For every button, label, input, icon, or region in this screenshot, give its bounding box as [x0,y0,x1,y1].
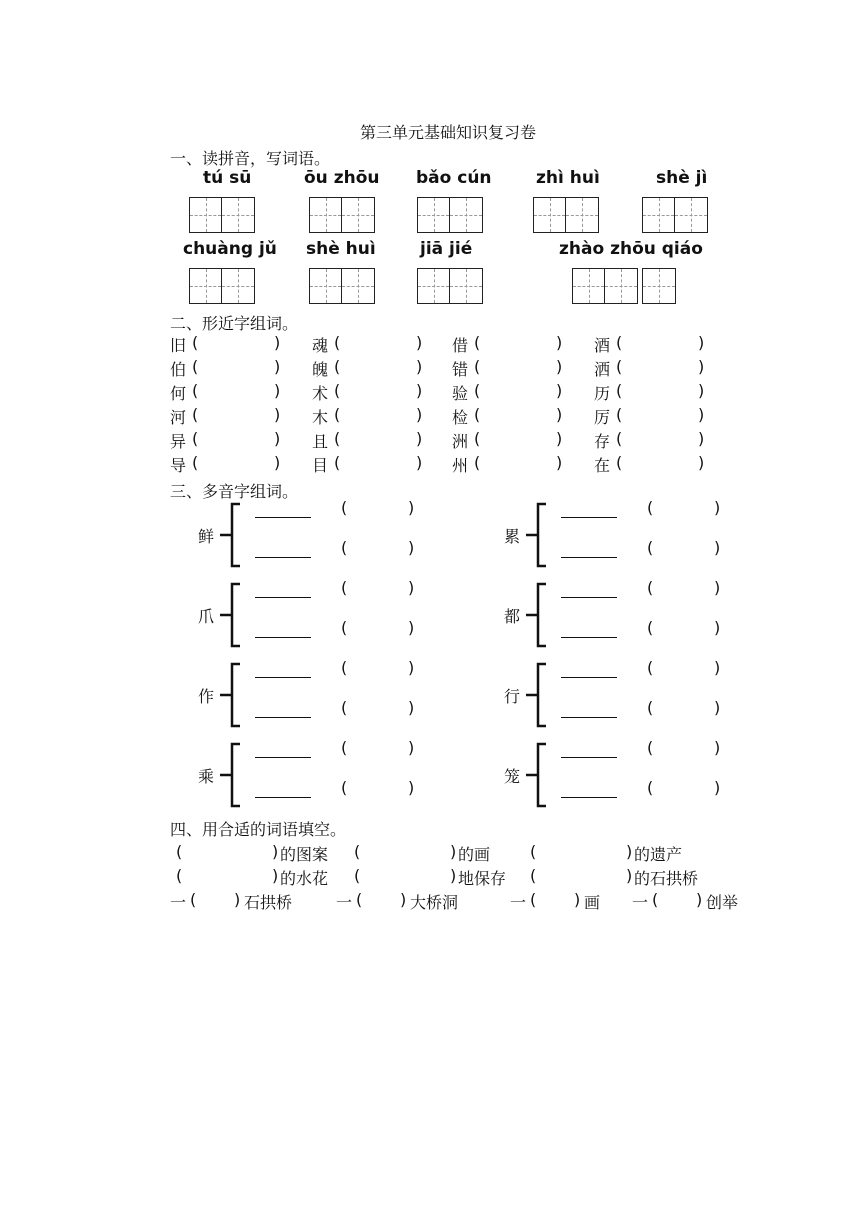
answer-blank[interactable] [482,381,552,401]
paren-open: ( [341,578,348,597]
paren-close: ) [698,381,705,400]
answer-line[interactable] [255,636,311,638]
section-2-heading: 二、形近字组词。 [170,314,299,333]
answer-line[interactable] [561,756,617,758]
answer-line[interactable] [561,636,617,638]
similar-char: 厉 [594,408,611,427]
similar-char: 目 [312,456,329,475]
answer-blank[interactable] [624,381,694,401]
paren-open: ( [354,866,361,885]
paren-close: ) [408,538,415,557]
brace-icon [524,502,548,572]
answer-blank[interactable] [364,842,446,862]
answer-line[interactable] [255,716,311,718]
paren-close: ) [274,429,281,448]
paren-close: ) [696,890,703,909]
paren-open: ( [530,890,537,909]
answer-blank[interactable] [200,890,230,910]
paren-close: ) [714,658,721,677]
paren-close: ) [408,658,415,677]
answer-blank[interactable] [186,866,268,886]
pinyin-label: bǎo cún [416,168,492,188]
fill-phrase: 的图案 [280,845,329,864]
paren-open: ( [334,405,341,424]
answer-blank[interactable] [482,453,552,473]
yi-char: 一 [510,893,527,912]
paren-close: ) [556,381,563,400]
fill-phrase: 地保存 [458,869,507,888]
paren-close: ) [556,453,563,472]
paren-close: ) [714,738,721,757]
answer-blank[interactable] [200,357,270,377]
paren-close: ) [408,738,415,757]
paren-close: ) [556,405,563,424]
fill-phrase: 的石拱桥 [634,869,699,888]
fill-phrase: 的画 [458,845,491,864]
paren-open: ( [647,538,654,557]
paren-open: ( [341,498,348,517]
answer-line[interactable] [561,516,617,518]
paren-close: ) [714,538,721,557]
fill-phrase: 的遗产 [634,845,683,864]
similar-char: 洲 [452,432,469,451]
paren-open: ( [341,618,348,637]
answer-line[interactable] [255,556,311,558]
polyphonic-char: 累 [504,527,521,546]
answer-blank[interactable] [624,333,694,353]
paren-close: ) [400,890,407,909]
paren-open: ( [474,333,481,352]
paren-open: ( [192,357,199,376]
paren-open: ( [192,429,199,448]
pinyin-label: tú sū [203,168,252,188]
similar-char: 检 [452,408,469,427]
paren-open: ( [647,738,654,757]
similar-char: 历 [594,384,611,403]
tianzige-box[interactable] [572,268,638,304]
answer-blank[interactable] [540,842,622,862]
paren-open: ( [192,405,199,424]
answer-blank[interactable] [366,890,396,910]
section-3-heading: 三、多音字组词。 [170,482,299,501]
paren-open: ( [334,333,341,352]
fill-phrase: 的水花 [280,869,329,888]
similar-char: 导 [170,456,187,475]
similar-char: 借 [452,336,469,355]
section-1-heading: 一、读拼音，写词语。 [170,149,331,168]
paren-close: ) [556,429,563,448]
answer-blank[interactable] [200,381,270,401]
tianzige-box[interactable] [417,268,483,304]
answer-blank[interactable] [200,429,270,449]
similar-char: 术 [312,384,329,403]
paren-open: ( [474,381,481,400]
similar-char: 河 [170,408,187,427]
answer-blank[interactable] [342,453,412,473]
paren-open: ( [616,429,623,448]
answer-blank[interactable] [624,405,694,425]
brace-icon [218,742,242,812]
similar-char: 且 [312,432,329,451]
answer-line[interactable] [255,676,311,678]
answer-line[interactable] [561,596,617,598]
paren-open: ( [652,890,659,909]
pinyin-label: shè huì [306,239,376,259]
paren-close: ) [626,842,633,861]
fill-phrase: 画 [584,893,601,912]
pinyin-label: chuàng jǔ [183,239,277,259]
brace-icon [218,582,242,652]
paren-open: ( [647,578,654,597]
answer-line[interactable] [255,596,311,598]
answer-blank[interactable] [200,453,270,473]
polyphonic-char: 作 [198,687,215,706]
paren-open: ( [176,842,183,861]
paren-open: ( [341,698,348,717]
paren-close: ) [416,381,423,400]
answer-blank[interactable] [482,333,552,353]
tianzige-box[interactable] [309,197,375,233]
paren-close: ) [274,453,281,472]
answer-blank[interactable] [624,357,694,377]
tianzige-box[interactable] [417,197,483,233]
paren-open: ( [647,778,654,797]
fill-phrase: 大桥洞 [410,893,459,912]
paren-open: ( [192,333,199,352]
similar-char: 木 [312,408,329,427]
paren-close: ) [698,429,705,448]
paren-open: ( [192,453,199,472]
paren-close: ) [408,578,415,597]
paren-open: ( [616,333,623,352]
similar-char: 洒 [594,360,611,379]
paren-close: ) [416,333,423,352]
paren-close: ) [274,381,281,400]
pinyin-label: zhào zhōu qiáo [559,239,703,259]
answer-line[interactable] [561,716,617,718]
paren-close: ) [408,698,415,717]
paren-close: ) [274,357,281,376]
similar-char: 何 [170,384,187,403]
answer-blank[interactable] [482,405,552,425]
paren-open: ( [341,738,348,757]
fill-phrase: 石拱桥 [244,893,293,912]
paren-open: ( [616,357,623,376]
tianzige-box[interactable] [642,268,676,304]
pinyin-label: jiā jié [420,239,473,259]
pinyin-label: shè jì [656,168,708,188]
paren-close: ) [450,842,457,861]
paren-open: ( [616,381,623,400]
paren-open: ( [474,405,481,424]
answer-blank[interactable] [342,357,412,377]
answer-blank[interactable] [482,429,552,449]
paren-close: ) [416,429,423,448]
paren-close: ) [416,357,423,376]
paren-close: ) [698,453,705,472]
paren-open: ( [341,658,348,677]
answer-blank[interactable] [342,429,412,449]
paren-close: ) [698,333,705,352]
answer-blank[interactable] [482,357,552,377]
yi-char: 一 [336,893,353,912]
paren-open: ( [334,357,341,376]
paren-close: ) [408,618,415,637]
answer-blank[interactable] [540,890,570,910]
paren-close: ) [714,778,721,797]
brace-icon [218,502,242,572]
paren-close: ) [556,333,563,352]
similar-char: 异 [170,432,187,451]
polyphonic-char: 都 [504,607,521,626]
paren-open: ( [647,698,654,717]
tianzige-box[interactable] [189,268,255,304]
paren-close: ) [714,578,721,597]
yi-char: 一 [170,893,187,912]
paren-open: ( [616,453,623,472]
paren-close: ) [698,405,705,424]
similar-char: 州 [452,456,469,475]
answer-blank[interactable] [540,866,622,886]
paren-close: ) [234,890,241,909]
similar-char: 存 [594,432,611,451]
answer-line[interactable] [255,796,311,798]
paren-open: ( [190,890,197,909]
answer-line[interactable] [561,796,617,798]
paren-open: ( [176,866,183,885]
polyphonic-char: 乘 [198,767,215,786]
paren-close: ) [274,405,281,424]
polyphonic-char: 笼 [504,767,521,786]
similar-char: 验 [452,384,469,403]
paren-open: ( [647,618,654,637]
answer-blank[interactable] [624,429,694,449]
answer-blank[interactable] [624,453,694,473]
pinyin-label: ōu zhōu [304,168,380,188]
similar-char: 在 [594,456,611,475]
paren-open: ( [616,405,623,424]
answer-blank[interactable] [186,842,268,862]
paren-open: ( [530,866,537,885]
brace-icon [524,662,548,732]
answer-blank[interactable] [364,866,446,886]
paren-close: ) [698,357,705,376]
paren-open: ( [334,453,341,472]
paren-open: ( [341,538,348,557]
similar-char: 旧 [170,336,187,355]
paren-close: ) [272,842,279,861]
brace-icon [524,582,548,652]
paren-close: ) [274,333,281,352]
paren-open: ( [341,778,348,797]
paren-close: ) [408,778,415,797]
paren-open: ( [474,429,481,448]
tianzige-box[interactable] [533,197,599,233]
paren-close: ) [626,866,633,885]
tianzige-box[interactable] [189,197,255,233]
paren-open: ( [474,453,481,472]
answer-line[interactable] [255,756,311,758]
answer-line[interactable] [561,676,617,678]
paren-close: ) [272,866,279,885]
paren-close: ) [714,698,721,717]
answer-blank[interactable] [342,333,412,353]
answer-blank[interactable] [342,405,412,425]
paren-open: ( [474,357,481,376]
paren-open: ( [354,842,361,861]
fill-phrase: 创举 [706,893,739,912]
brace-icon [218,662,242,732]
paren-open: ( [334,429,341,448]
paren-open: ( [192,381,199,400]
similar-char: 酒 [594,336,611,355]
brace-icon [524,742,548,812]
paren-open: ( [647,658,654,677]
page-title: 第三单元基础知识复习卷 [360,123,537,142]
section-4-heading: 四、用合适的词语填空。 [170,820,347,839]
answer-blank[interactable] [662,890,692,910]
paren-close: ) [416,405,423,424]
tianzige-box[interactable] [642,197,708,233]
answer-line[interactable] [255,516,311,518]
paren-close: ) [416,453,423,472]
paren-open: ( [647,498,654,517]
similar-char: 魄 [312,360,329,379]
paren-open: ( [530,842,537,861]
polyphonic-char: 鲜 [198,527,215,546]
answer-line[interactable] [561,556,617,558]
paren-close: ) [450,866,457,885]
paren-close: ) [574,890,581,909]
similar-char: 伯 [170,360,187,379]
polyphonic-char: 爪 [198,607,215,626]
polyphonic-char: 行 [504,687,521,706]
answer-blank[interactable] [200,405,270,425]
similar-char: 魂 [312,336,329,355]
paren-close: ) [408,498,415,517]
tianzige-box[interactable] [309,268,375,304]
pinyin-label: zhì huì [536,168,600,188]
paren-open: ( [334,381,341,400]
answer-blank[interactable] [342,381,412,401]
paren-close: ) [714,498,721,517]
yi-char: 一 [632,893,649,912]
similar-char: 错 [452,360,469,379]
answer-blank[interactable] [200,333,270,353]
paren-close: ) [556,357,563,376]
paren-close: ) [714,618,721,637]
paren-open: ( [356,890,363,909]
